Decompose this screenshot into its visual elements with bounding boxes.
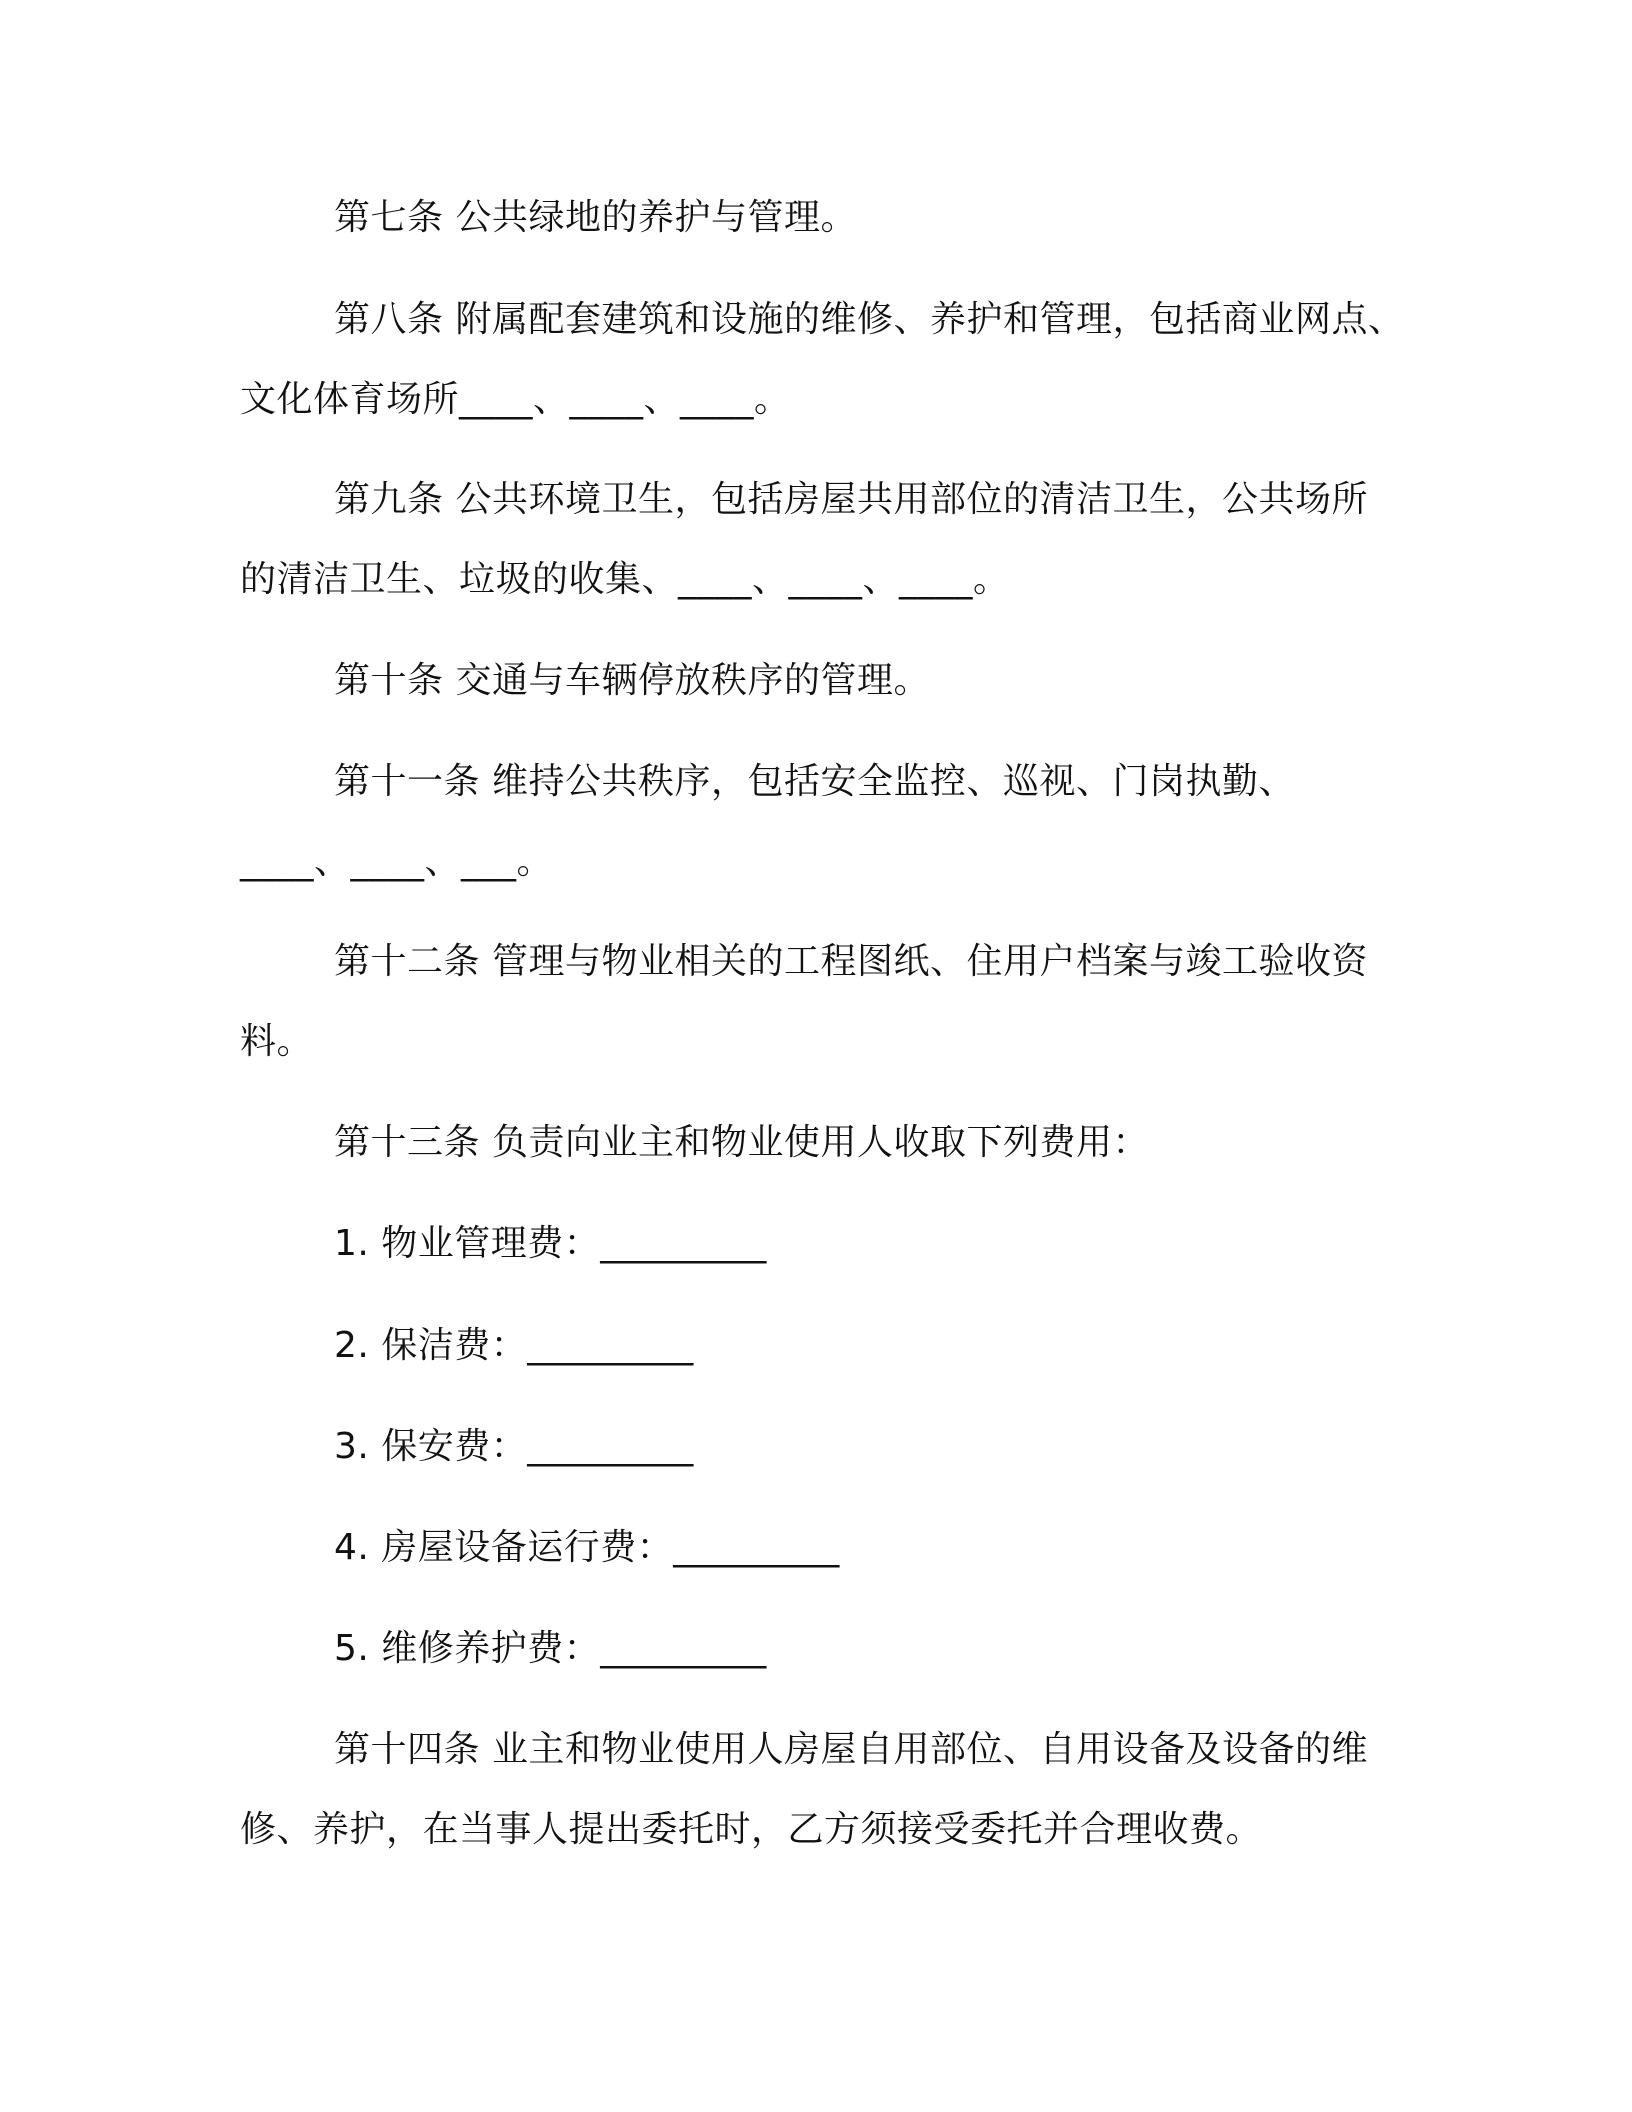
article-7: 第七条 公共绿地的养护与管理。	[334, 197, 857, 238]
fee-item-5: 5. 维修养护费：_________	[334, 1628, 767, 1669]
article-14-line-1: 第十四条 业主和物业使用人房屋自用部位、自用设备及设备的维	[334, 1729, 1368, 1770]
article-9-line-1: 第九条 公共环境卫生，包括房屋共用部位的清洁卫生，公共场所	[334, 479, 1368, 520]
article-12-line-2: 料。	[240, 1021, 314, 1062]
fee-item-3: 3. 保安费：_________	[334, 1426, 694, 1467]
article-11-line-1: 第十一条 维持公共秩序，包括安全监控、巡视、门岗执勤、	[334, 761, 1295, 802]
article-14-line-2: 修、养护，在当事人提出委托时，乙方须接受委托并合理收费。	[240, 1809, 1263, 1850]
fee-item-1: 1. 物业管理费：_________	[334, 1223, 767, 1264]
article-13: 第十三条 负责向业主和物业使用人收取下列费用：	[334, 1122, 1149, 1163]
fee-item-4: 4. 房屋设备运行费：_________	[334, 1527, 840, 1568]
article-9-line-2: 的清洁卫生、垃圾的收集、____、____、____。	[240, 559, 1010, 600]
article-11-line-2: ____、____、___。	[240, 841, 554, 882]
article-12-line-1: 第十二条 管理与物业相关的工程图纸、住用户档案与竣工验收资	[334, 941, 1368, 982]
fee-item-2: 2. 保洁费：_________	[334, 1325, 694, 1366]
article-8-line-1: 第八条 附属配套建筑和设施的维修、养护和管理，包括商业网点、	[334, 299, 1405, 340]
article-8-line-2: 文化体育场所____、____、____。	[240, 379, 791, 420]
article-10: 第十条 交通与车辆停放秩序的管理。	[334, 660, 930, 701]
